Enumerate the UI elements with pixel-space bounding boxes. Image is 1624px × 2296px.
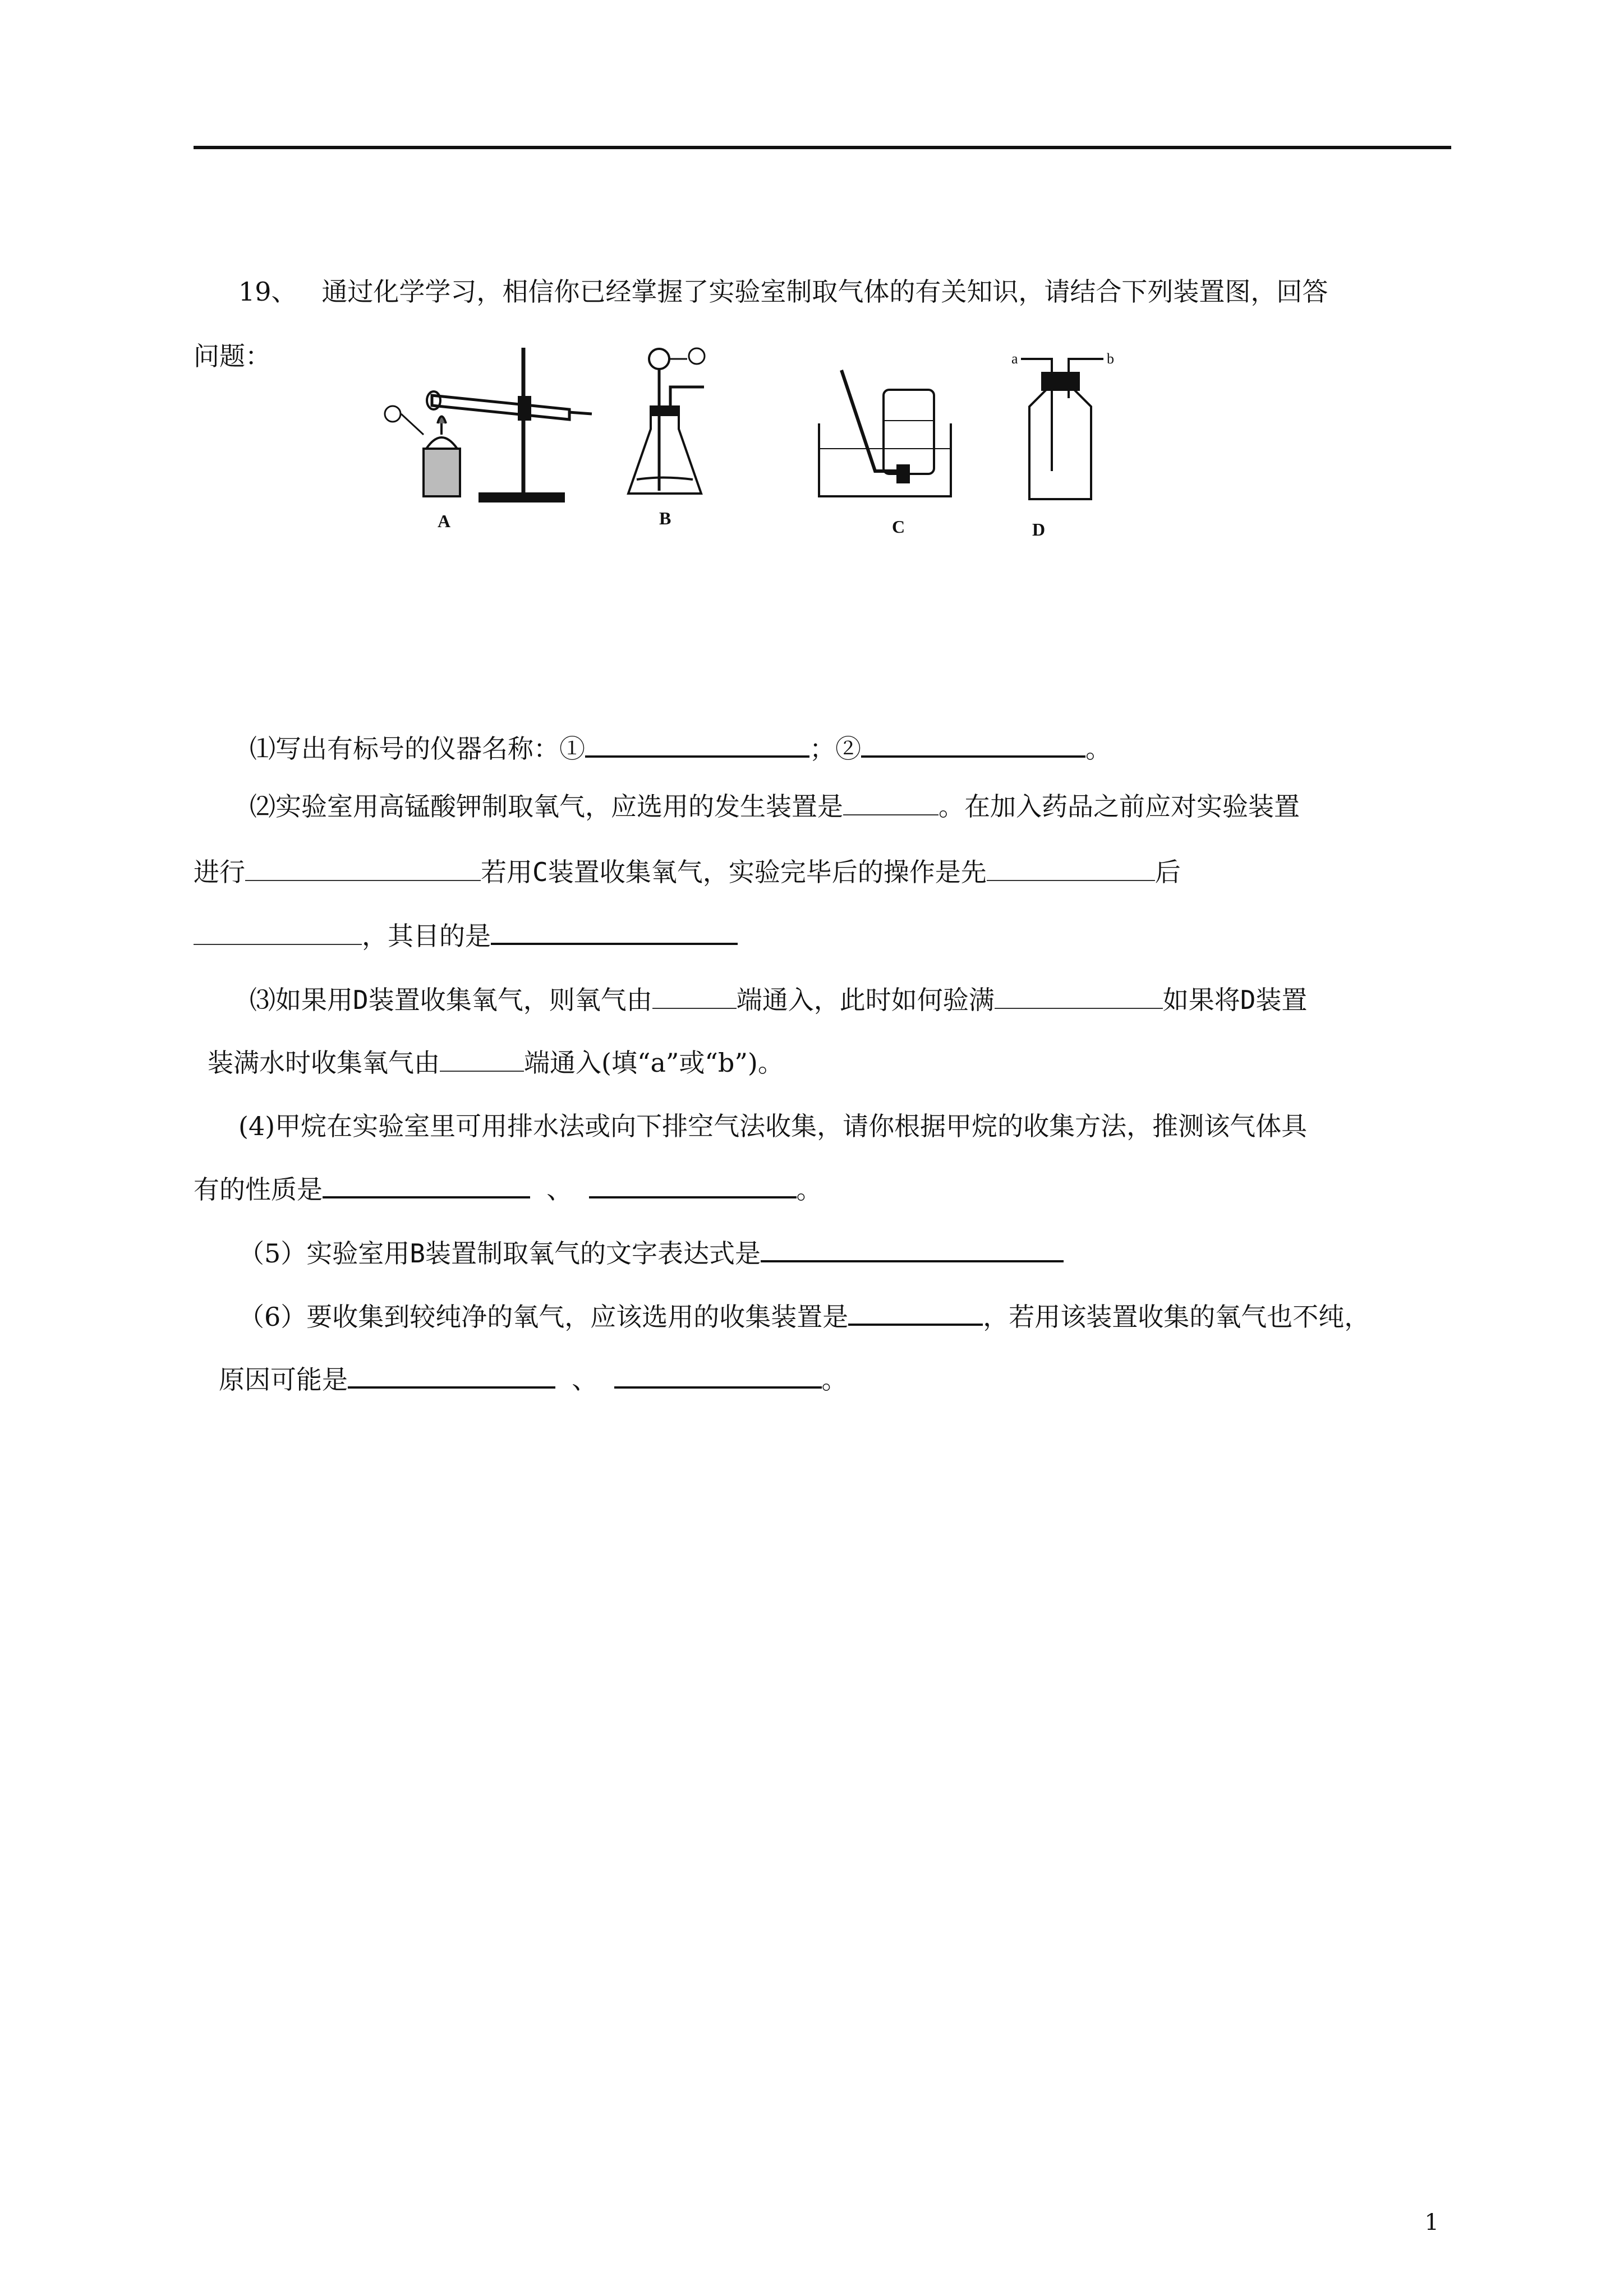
part-5	[238, 1238, 1064, 1269]
part-6-line2	[219, 1364, 848, 1395]
answer-blank-1[interactable]	[585, 755, 809, 758]
answer-blank-2[interactable]	[861, 755, 1085, 758]
part-2-tail: 。在加入药品之前应对实验装置	[938, 791, 1300, 822]
answer-blank-7[interactable]	[491, 942, 738, 945]
answer-blank-9[interactable]	[995, 1007, 1163, 1009]
apparatus-figure	[367, 336, 1198, 550]
part-3-f: 装置	[1255, 985, 1308, 1015]
question-intro	[238, 276, 1328, 307]
part-3-e: 如果将	[1162, 985, 1240, 1015]
part-6-sep: 、	[572, 1364, 598, 1395]
part-3-text: ⑶如果用	[250, 985, 353, 1015]
part-6-line1	[238, 1304, 1370, 1330]
port-a-label: a	[1011, 351, 1018, 367]
part-4-text: 有的性质是	[194, 1174, 323, 1205]
part-6-line2-text: 原因可能是	[219, 1364, 348, 1395]
answer-blank-16[interactable]	[614, 1386, 822, 1389]
answer-blank-5[interactable]	[987, 879, 1155, 881]
part-1	[250, 736, 1111, 762]
part-3-line2-text: 装满水时收集氧气由	[208, 1048, 440, 1078]
part-6-text: （6）要收集到较纯净的氧气，应该选用的收集装置是	[238, 1302, 849, 1332]
part-2-line3	[194, 923, 738, 949]
part-2-start: 进行	[194, 857, 245, 887]
answer-blank-15[interactable]	[348, 1386, 555, 1389]
part-5-b: B	[410, 1238, 425, 1269]
part-1-text: ⑴写出有标号的仪器名称：①	[250, 734, 585, 764]
part-2-text: ⑵实验室用高锰酸钾制取氧气，应选用的发生装置是	[250, 791, 843, 822]
answer-blank-8[interactable]	[652, 1007, 737, 1009]
page-number: 1	[1424, 2210, 1439, 2235]
part-6-tail: ，若用该装置收集的氧气也不纯，	[983, 1302, 1370, 1332]
part-3-b: 装置收集氧气，则氧气由	[368, 985, 652, 1015]
answer-blank-4[interactable]	[245, 879, 481, 881]
part-4-line2	[194, 1174, 822, 1205]
part-5-text-b: 装置制取氧气的文字表达式是	[425, 1238, 761, 1269]
part-2-c: C	[532, 857, 548, 887]
part-2-line1	[250, 791, 1300, 822]
question-number: 19、	[238, 276, 297, 307]
label-d: D	[1032, 519, 1046, 540]
part-3-line1	[250, 987, 1307, 1013]
answer-blank-6[interactable]	[194, 943, 362, 945]
port-b-label: b	[1107, 351, 1114, 367]
answer-blank-13[interactable]	[761, 1260, 1064, 1262]
part-3-d2: D	[1240, 985, 1256, 1015]
part-6-end: 。	[821, 1364, 848, 1395]
part-2-mid: 若用	[481, 857, 532, 887]
part-2-mid2: 装置收集氧气，实验完毕后的操作是先	[548, 857, 987, 887]
part-3-line2	[208, 1050, 784, 1076]
answer-blank-3[interactable]	[843, 814, 938, 815]
answer-blank-10[interactable]	[440, 1070, 524, 1072]
part-1-sep: ；②	[809, 734, 861, 764]
part-4-end: 。	[796, 1174, 822, 1205]
label-a: A	[438, 511, 451, 531]
part-2-line3-text: ，其目的是	[362, 921, 491, 951]
part-2-end: 后	[1154, 857, 1181, 887]
part-2-line2	[194, 859, 1181, 885]
answer-blank-11[interactable]	[323, 1196, 530, 1198]
answer-blank-14[interactable]	[848, 1323, 983, 1326]
part-3-d: D	[353, 985, 369, 1015]
apparatus-a-drawing	[385, 348, 592, 501]
part-1-end: 。	[1085, 734, 1111, 764]
part-3-c: 端通入，此时如何验满	[736, 985, 995, 1015]
answer-blank-12[interactable]	[589, 1196, 797, 1198]
label-b: B	[659, 508, 671, 528]
apparatus-d-drawing	[1021, 359, 1103, 499]
apparatus-b-drawing	[628, 348, 705, 494]
apparatus-c-drawing	[819, 370, 951, 496]
label-c: C	[892, 517, 905, 537]
part-5-text: （5）实验室用	[238, 1238, 410, 1269]
part-4-line1: (4)甲烷在实验室里可用排水法或向下排空气法收集，请你根据甲烷的收集方法，推测该气体具	[238, 1111, 1308, 1141]
question-intro-line2: 问题：	[194, 341, 271, 371]
part-3-line2-tail: 端通入(填“a”或“b”)。	[524, 1048, 784, 1078]
part-4-sep: 、	[546, 1174, 573, 1205]
question-intro-text: 通过化学学习，相信你已经掌握了实验室制取气体的有关知识，请结合下列装置图，回答	[321, 276, 1328, 307]
header-rule	[194, 146, 1451, 149]
